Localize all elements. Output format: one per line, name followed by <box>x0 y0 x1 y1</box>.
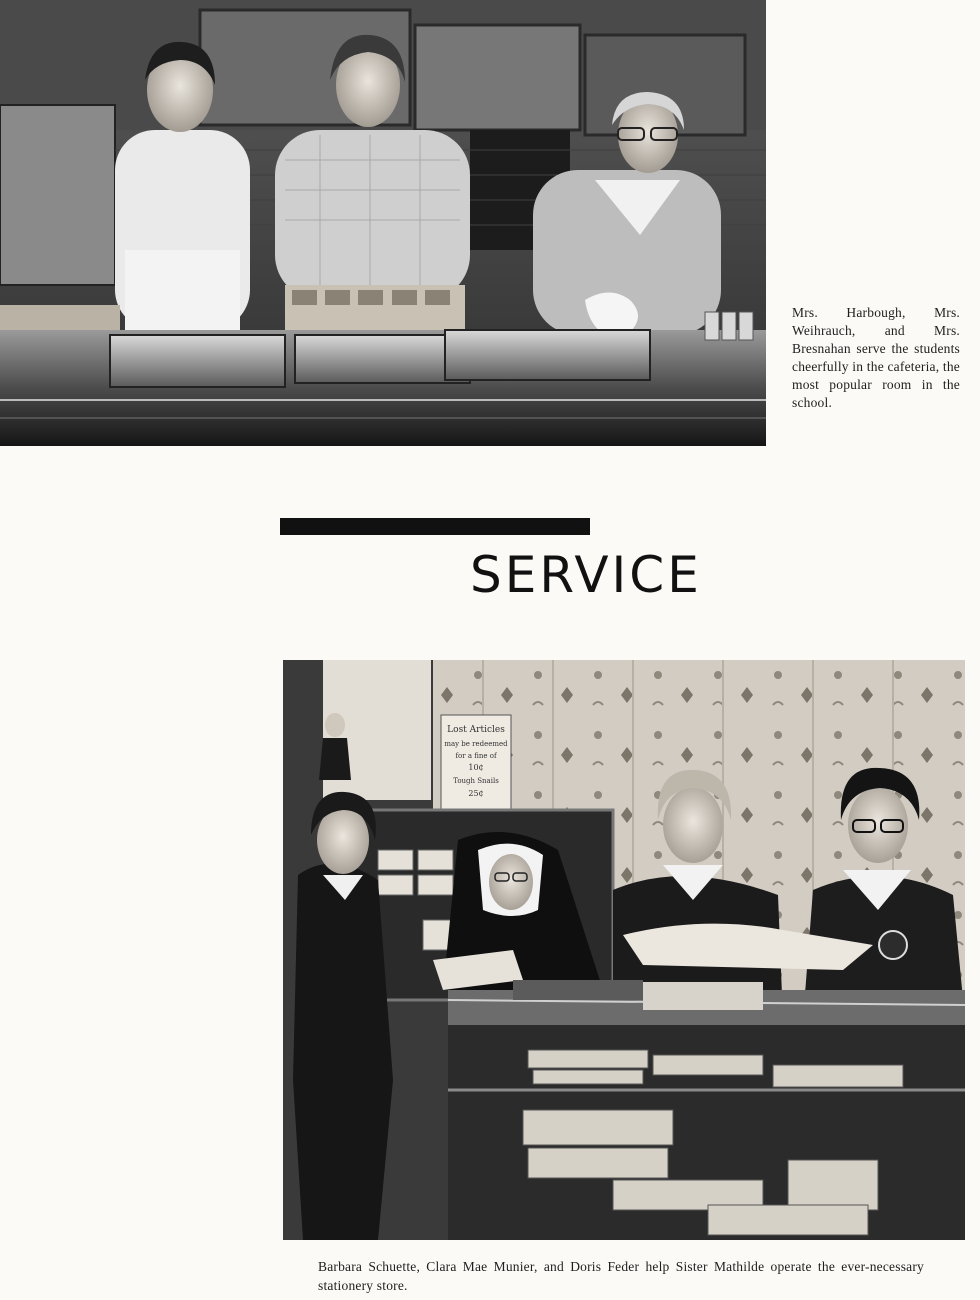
sign-line: 25¢ <box>468 789 484 798</box>
stationery-store-photo-illustration <box>283 660 965 1240</box>
sign-line: may be redeemed <box>444 740 508 748</box>
sign-line: Tough Snails <box>453 777 499 785</box>
cafeteria-photo <box>0 0 766 446</box>
cafeteria-photo-illustration <box>0 0 766 446</box>
lost-articles-sign <box>441 715 511 810</box>
section-divider-bar <box>280 518 590 535</box>
sign-line: 10¢ <box>468 763 484 772</box>
sign-line: for a fine of <box>455 752 497 760</box>
cafeteria-caption: Mrs. Harbough, Mrs. Weihrauch, and Mrs. Bresnahan serve the students cheerfully in the cafeteria, the most popular room in the school. <box>792 305 960 410</box>
sign-line: Lost Articles <box>447 725 505 735</box>
stationery-store-caption: Barbara Schuette, Clara Mae Munier, and Doris Feder help Sister Mathilde operate the ever-necessary stationery store. <box>318 1259 924 1293</box>
section-title: SERVICE <box>470 546 702 604</box>
stationery-store-photo <box>283 660 965 1240</box>
